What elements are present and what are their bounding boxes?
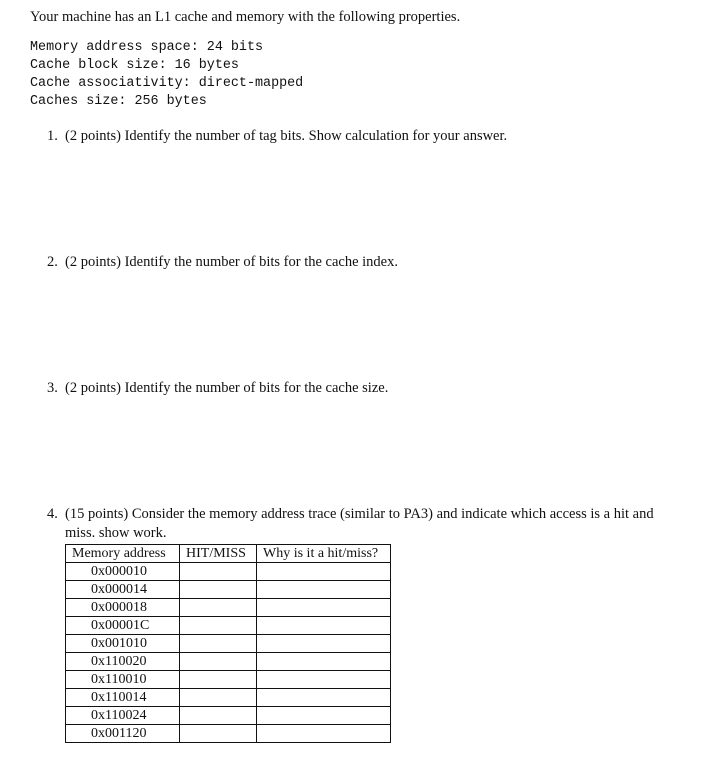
header-hit-miss: HIT/MISS	[180, 545, 257, 563]
hit-miss-cell[interactable]	[180, 563, 257, 581]
question-number: 1.	[47, 128, 58, 144]
address-cell: 0x001120	[66, 725, 180, 743]
question-4	[47, 505, 654, 543]
question-1	[47, 127, 507, 146]
address-cell: 0x000014	[66, 581, 180, 599]
table-row	[66, 617, 391, 635]
property-block-size: Cache block size: 16 bytes	[30, 58, 239, 73]
hit-miss-cell[interactable]	[180, 671, 257, 689]
why-cell[interactable]	[257, 689, 391, 707]
question-3	[47, 379, 388, 398]
why-cell[interactable]	[257, 617, 391, 635]
intro-text: Your machine has an L1 cache and memory with the following properties.	[30, 9, 461, 25]
table-row	[66, 599, 391, 617]
address-cell: 0x001010	[66, 635, 180, 653]
table-row	[66, 653, 391, 671]
question-number: 2.	[47, 254, 58, 270]
address-trace-table	[65, 544, 391, 743]
property-cache-size: Caches size: 256 bytes	[30, 94, 207, 109]
why-cell[interactable]	[257, 599, 391, 617]
why-cell[interactable]	[257, 581, 391, 599]
hit-miss-cell[interactable]	[180, 707, 257, 725]
why-cell[interactable]	[257, 563, 391, 581]
address-cell: 0x110014	[66, 689, 180, 707]
cache-properties	[30, 39, 303, 111]
question-text: (15 points) Consider the memory address trace (similar to PA3) and indicate which access is a hit and	[65, 506, 654, 522]
question-number: 4.	[47, 506, 58, 522]
why-cell[interactable]	[257, 653, 391, 671]
question-text: (2 points) Identify the number of tag bits. Show calculation for your answer.	[65, 128, 508, 144]
address-cell: 0x00001C	[66, 617, 180, 635]
table-row	[66, 689, 391, 707]
address-cell: 0x110024	[66, 707, 180, 725]
why-cell[interactable]	[257, 707, 391, 725]
header-why: Why is it a hit/miss?	[257, 545, 391, 563]
table-row	[66, 725, 391, 743]
hit-miss-cell[interactable]	[180, 689, 257, 707]
why-cell[interactable]	[257, 725, 391, 743]
hit-miss-cell[interactable]	[180, 599, 257, 617]
question-number: 3.	[47, 380, 58, 396]
address-cell: 0x000010	[66, 563, 180, 581]
hit-miss-cell[interactable]	[180, 617, 257, 635]
hit-miss-cell[interactable]	[180, 635, 257, 653]
table-row	[66, 635, 391, 653]
question-2	[47, 253, 398, 272]
hit-miss-cell[interactable]	[180, 725, 257, 743]
question-text: (2 points) Identify the number of bits for the cache size.	[65, 380, 389, 396]
question-text-continued: miss. show work.	[65, 525, 167, 541]
hit-miss-cell[interactable]	[180, 581, 257, 599]
address-cell: 0x110020	[66, 653, 180, 671]
address-cell: 0x000018	[66, 599, 180, 617]
why-cell[interactable]	[257, 671, 391, 689]
table-header-row	[66, 545, 391, 563]
table-row	[66, 671, 391, 689]
question-text: (2 points) Identify the number of bits for the cache index.	[65, 254, 398, 270]
property-address-space: Memory address space: 24 bits	[30, 40, 264, 55]
address-cell: 0x110010	[66, 671, 180, 689]
hit-miss-cell[interactable]	[180, 653, 257, 671]
property-associativity: Cache associativity: direct-mapped	[30, 76, 304, 91]
table-row	[66, 563, 391, 581]
why-cell[interactable]	[257, 635, 391, 653]
header-memory-address: Memory address	[66, 545, 180, 563]
table-row	[66, 581, 391, 599]
table-row	[66, 707, 391, 725]
